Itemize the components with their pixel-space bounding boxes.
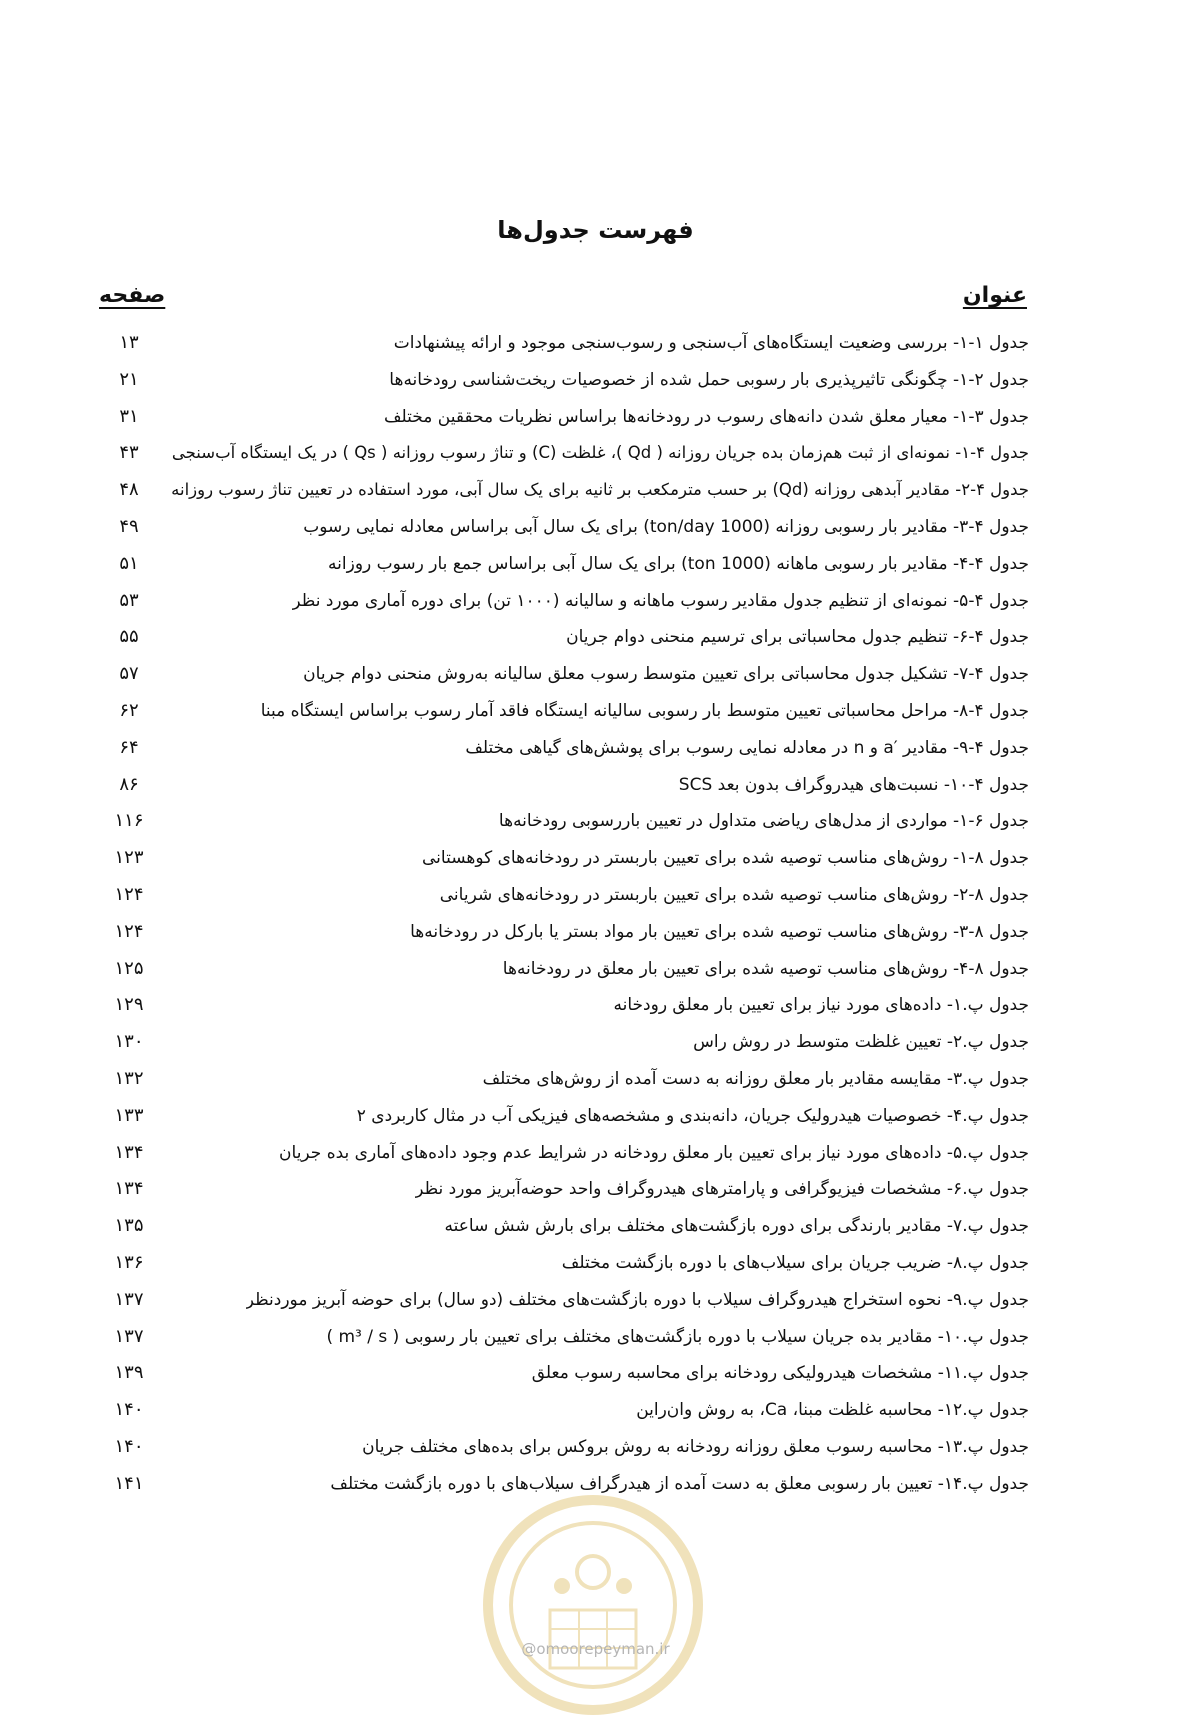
toc-entry-title: جدول پ.۱۱- مشخصات هیدرولیکی رودخانه برای محاسبه رسوب معلق xyxy=(531,1363,1029,1384)
toc-entry xyxy=(99,767,1029,804)
toc-entry xyxy=(99,546,1029,583)
toc-entry-page-number: ۱۲۴ xyxy=(114,920,144,942)
toc-entry-page-number: ۶۴ xyxy=(119,736,139,758)
toc-entry-title: جدول ۳-۱- معیار معلق شدن دانه‌های رسوب در رودخانه‌ها براساس نظریات محققین مختلف xyxy=(383,406,1029,427)
toc-entry-title: جدول ۴-۱- نمونه‌ای از ثبت هم‌زمان بده جریان روزانه ( Qd )، غلظت (C) و تناژ رسوب روزانه ( Qs ) در یک ایستگاه آب‌سنجی xyxy=(171,443,1029,463)
toc-entry xyxy=(99,803,1029,840)
toc-entry xyxy=(99,325,1029,362)
toc-entry-page-number: ۱۴۰ xyxy=(114,1435,144,1457)
toc-entry-title: جدول پ.۹- نحوه استخراج هیدروگراف سیلاب با دوره بازگشت‌های مختلف (دو سال) برای حوضه آبریز موردنظر xyxy=(245,1289,1029,1310)
toc-entry xyxy=(99,1429,1029,1466)
page-title: فهرست جدول‌ها xyxy=(497,216,694,244)
toc-entry xyxy=(99,1208,1029,1245)
toc-entry xyxy=(99,1024,1029,1061)
toc-entry-page-number: ۱۳۵ xyxy=(114,1215,144,1237)
toc-entry-page-number: ۴۹ xyxy=(119,515,139,537)
page-column-header: صفحه xyxy=(99,283,166,308)
toc-entry xyxy=(99,693,1029,730)
toc-entry-page-number: ۱۳۰ xyxy=(114,1031,144,1053)
toc-entry-page-number: ۲۱ xyxy=(119,368,139,390)
toc-entry xyxy=(99,1171,1029,1208)
toc-entry-page-number: ۴۸ xyxy=(119,479,139,501)
toc-entry-title: جدول ۸-۱- روش‌های مناسب توصیه شده برای تعیین باربستر در رودخانه‌های کوهستانی xyxy=(421,848,1029,869)
toc-entry-title: جدول ۴-۹- مقادیر ′a و n در معادله نمایی رسوب برای پوشش‌های گیاهی مختلف xyxy=(465,737,1029,758)
table-of-contents xyxy=(99,325,1029,1503)
toc-entry-page-number: ۸۶ xyxy=(119,773,139,795)
toc-entry xyxy=(99,951,1029,988)
toc-entry-title: جدول پ.۱- داده‌های مورد نیاز برای تعیین بار معلق رودخانه xyxy=(613,995,1029,1016)
toc-entry xyxy=(99,1282,1029,1319)
toc-entry xyxy=(99,877,1029,914)
toc-entry-title: جدول ۴-۵- نمونه‌ای از تنظیم جدول مقادیر رسوب ماهانه و سالیانه (۱۰۰۰ تن) برای دوره آماری مورد نظر xyxy=(292,590,1029,611)
toc-entry-title: جدول ۶-۱- مواردی از مدل‌های ریاضی متداول در تعیین باررسوبی رودخانه‌ها xyxy=(498,811,1029,832)
toc-entry-page-number: ۱۴۱ xyxy=(114,1472,144,1494)
toc-entry-title: جدول پ.۱۲- محاسبه غلظت مبنا، Ca، به روش وان‌راین xyxy=(636,1400,1029,1421)
toc-entry-page-number: ۱۱۶ xyxy=(114,810,144,832)
toc-entry-page-number: ۱۲۳ xyxy=(114,847,144,869)
toc-entry-page-number: ۱۳۲ xyxy=(114,1067,144,1089)
toc-entry xyxy=(99,987,1029,1024)
toc-entry-page-number: ۱۲۵ xyxy=(114,957,144,979)
toc-entry-title: جدول ۲-۱- چگونگی تاثیرپذیری بار رسوبی حمل شده از خصوصیات ریخت‌شناسی رودخانه‌ها xyxy=(389,369,1029,390)
toc-entry-title: جدول ۸-۴- روش‌های مناسب توصیه شده برای تعیین بار معلق در رودخانه‌ها xyxy=(502,958,1029,979)
toc-entry-title: جدول پ.۲- تعیین غلظت متوسط در روش راس xyxy=(693,1032,1029,1053)
toc-entry-page-number: ۱۴۰ xyxy=(114,1399,144,1421)
toc-entry-title: جدول ۴-۸- مراحل محاسباتی تعیین متوسط بار رسوبی سالیانه ایستگاه فاقد آمار رسوب براساس ایستگاه مبنا xyxy=(260,700,1029,721)
toc-entry xyxy=(99,730,1029,767)
toc-entry-title: جدول پ.۴- خصوصیات هیدرولیک جریان، دانه‌بندی و مشخصه‌های فیزیکی آب در مثال کاربردی ۲ xyxy=(356,1105,1029,1126)
toc-entry-page-number: ۱۳۳ xyxy=(114,1104,144,1126)
toc-entry xyxy=(99,583,1029,620)
toc-entry xyxy=(99,1098,1029,1135)
toc-entry-title: جدول ۸-۳- روش‌های مناسب توصیه شده برای تعیین بار مواد بستر یا بارکل در رودخانه‌ها xyxy=(410,921,1029,942)
toc-entry xyxy=(99,840,1029,877)
toc-entry-title: جدول پ.۱۳- محاسبه رسوب معلق روزانه رودخانه به روش بروکس برای بده‌های مختلف جریان xyxy=(362,1436,1029,1457)
toc-entry-page-number: ۵۱ xyxy=(119,552,139,574)
toc-entry-title: جدول ۸-۲- روش‌های مناسب توصیه شده برای تعیین باربستر در رودخانه‌های شریانی xyxy=(439,884,1029,905)
toc-entry-title: جدول پ.۳- مقایسه مقادیر بار معلق روزانه به دست آمده از روش‌های مختلف xyxy=(482,1068,1029,1089)
toc-entry-page-number: ۱۳۹ xyxy=(114,1362,144,1384)
toc-entry-page-number: ۱۲۴ xyxy=(114,883,144,905)
toc-entry xyxy=(99,914,1029,951)
toc-entry-title: جدول پ.۵- داده‌های مورد نیاز برای تعیین بار معلق رودخانه در شرایط عدم وجود داده‌های آماری بده جریان xyxy=(279,1142,1029,1163)
toc-entry-page-number: ۳۱ xyxy=(119,405,139,427)
toc-entry-page-number: ۶۲ xyxy=(119,699,139,721)
toc-entry xyxy=(99,1355,1029,1392)
toc-entry-page-number: ۵۳ xyxy=(119,589,139,611)
toc-entry-title: جدول پ.۱۴- تعیین بار رسوبی معلق به دست آمده از هیدرگراف سیلاب‌های با دوره بازگشت مختلف xyxy=(330,1473,1029,1494)
toc-entry-title: جدول ۴-۱۰- نسبت‌های هیدروگراف بدون بعد SCS xyxy=(678,774,1029,795)
toc-entry-page-number: ۱۳۷ xyxy=(114,1325,144,1347)
toc-entry xyxy=(99,1319,1029,1356)
toc-entry xyxy=(99,509,1029,546)
toc-entry-page-number: ۱۳۶ xyxy=(114,1251,144,1273)
toc-entry xyxy=(99,619,1029,656)
toc-entry-page-number: ۵۵ xyxy=(119,626,139,648)
toc-entry-page-number: ۱۳۴ xyxy=(114,1141,144,1163)
toc-entry-title: جدول ۴-۶- تنظیم جدول محاسباتی برای ترسیم منحنی دوام جریان xyxy=(566,627,1029,648)
toc-entry-title: جدول پ.۶- مشخصات فیزیوگرافی و پارامترهای هیدروگراف واحد حوضه‌آبریز مورد نظر xyxy=(415,1179,1029,1200)
watermark-logo-icon xyxy=(478,1490,708,1720)
toc-entry-page-number: ۱۳۴ xyxy=(114,1178,144,1200)
toc-entry xyxy=(99,362,1029,399)
toc-entry-title: جدول ۴-۲- مقادیر آبدهی روزانه (Qd) بر حسب مترمکعب بر ثانیه برای یک سال آبی، مورد استفاده در تعیین تناژ رسوب روزانه xyxy=(171,480,1029,500)
toc-entry-page-number: ۱۳۷ xyxy=(114,1288,144,1310)
toc-entry xyxy=(99,656,1029,693)
toc-entry xyxy=(99,1061,1029,1098)
toc-entry xyxy=(99,1135,1029,1172)
toc-entry xyxy=(99,1392,1029,1429)
toc-entry xyxy=(99,399,1029,436)
toc-entry-title: جدول پ.۷- مقادیر بارندگی برای دوره بازگشت‌های مختلف برای بارش شش ساعته xyxy=(444,1216,1029,1237)
toc-entry-title: جدول پ.۸- ضریب جریان برای سیلاب‌های با دوره بازگشت مختلف xyxy=(561,1252,1029,1273)
toc-entry xyxy=(99,1245,1029,1282)
toc-entry-title: جدول ۴-۳- مقادیر بار رسوبی روزانه (1000 ton/day) برای یک سال آبی براساس معادله نمایی رسوب xyxy=(303,516,1029,537)
title-column-header: عنوان xyxy=(962,283,1027,308)
toc-entry-page-number: ۵۷ xyxy=(119,663,139,685)
toc-entry-title: جدول ۱-۱- بررسی وضعیت ایستگاه‌های آب‌سنجی و رسوب‌سنجی موجود و ارائه پیشنهادات xyxy=(393,333,1029,353)
toc-entry-title: جدول ۴-۴- مقادیر بار رسوبی ماهانه (1000 ton) برای یک سال آبی براساس جمع بار رسوب روزانه xyxy=(328,553,1029,574)
toc-entry xyxy=(99,472,1029,509)
toc-entry-title: جدول ۴-۷- تشکیل جدول محاسباتی برای تعیین متوسط رسوب معلق سالیانه به‌روش منحنی دوام جریان xyxy=(303,664,1029,685)
toc-entry xyxy=(99,435,1029,472)
toc-entry-page-number: ۴۳ xyxy=(119,442,139,464)
toc-entry-page-number: ۱۲۹ xyxy=(114,994,144,1016)
footer-url: @omoorepeyman.ir xyxy=(521,1640,670,1658)
toc-entry-page-number: ۱۳ xyxy=(119,332,139,353)
toc-entry-title: جدول پ.۱۰- مقادیر بده جریان سیلاب با دوره بازگشت‌های مختلف برای تعیین بار رسوبی ( m³ / s ) xyxy=(326,1326,1029,1347)
